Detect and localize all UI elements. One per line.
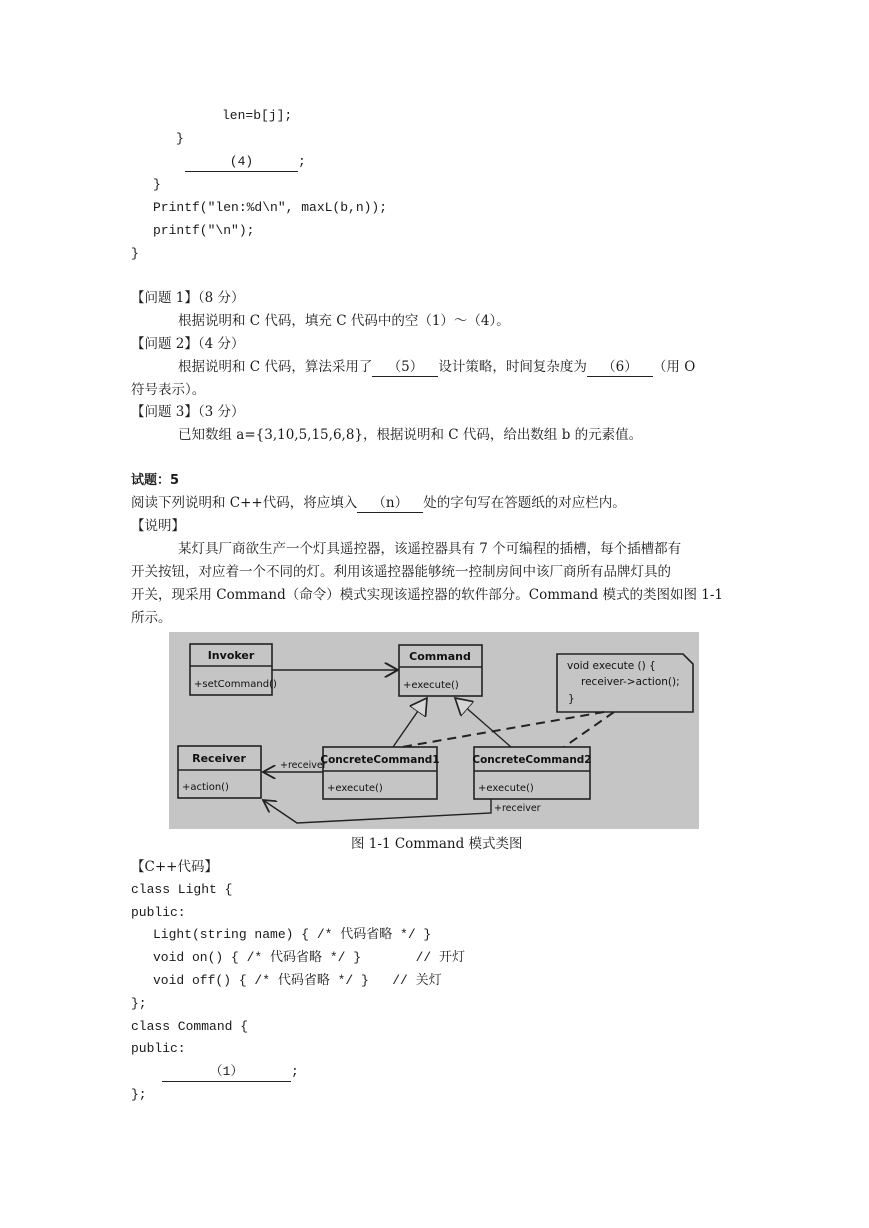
answer-blank-6: （6） (587, 358, 653, 377)
association-label: +receiver (494, 803, 541, 814)
code-line: }; (131, 996, 147, 1011)
section-title: 试题：5 (131, 473, 180, 488)
code-line: } (131, 246, 139, 261)
question-2-continued: 符号表示）。 (131, 382, 206, 398)
class-name: Receiver (192, 752, 246, 765)
question-3-heading: 【问题 3】（3 分） (131, 404, 245, 420)
code-line: printf("\n"); (153, 223, 255, 238)
question-1-body: 根据说明和 C 代码，填充 C 代码中的空（1）～（4）。 (178, 313, 510, 329)
section-intro (131, 494, 626, 513)
description-paragraph: 所示。 (131, 610, 172, 626)
code-line: public: (131, 905, 186, 920)
command-pattern-class-diagram (169, 632, 699, 829)
class-operation: +action() (182, 782, 229, 793)
question-1-heading: 【问题 1】（8 分） (131, 290, 245, 306)
question-2-heading: 【问题 2】（4 分） (131, 336, 245, 352)
description-heading: 【说明】 (131, 518, 185, 534)
code-line: } (176, 131, 184, 146)
code-line: len=b[j]; (222, 108, 293, 123)
class-name: ConcreteCommand2 (472, 754, 592, 766)
answer-blank-1: （1） (162, 1063, 291, 1082)
code-line: class Command { (131, 1019, 249, 1034)
code-line: } (153, 177, 161, 192)
class-name: Invoker (207, 649, 255, 662)
code-line-blank (162, 1063, 299, 1082)
q2-text: 设计策略，时间复杂度为 (438, 359, 587, 375)
description-paragraph: 某灯具厂商欲生产一个灯具遥控器，该遥控器具有 7 个可编程的插槽，每个插槽都有 (178, 541, 682, 557)
code-line: public: (131, 1041, 186, 1056)
note-line: void execute () { (567, 660, 656, 672)
class-name: ConcreteCommand1 (320, 754, 440, 766)
code-line: }; (131, 1087, 147, 1102)
question-2-body (178, 358, 695, 377)
code-line: Printf("len:%d\n", maxL(b,n)); (153, 200, 388, 215)
code-line: class Light { (131, 882, 233, 897)
class-operation: +execute() (478, 783, 534, 794)
code-line-blank (185, 153, 306, 172)
code-text: ; (298, 154, 306, 169)
association-label: +receiver (280, 760, 327, 771)
answer-blank-5: （5） (372, 358, 438, 377)
note-line: } (568, 693, 575, 705)
description-paragraph: 开关，现采用 Command（命令）模式实现该遥控器的软件部分。Command 模式的类图如图 1-1 (131, 587, 724, 603)
class-name: Command (409, 650, 471, 663)
code-line: Light(string name) { /* 代码省略 */ } (153, 927, 432, 942)
q2-text: （用 O (652, 359, 696, 375)
code-text: ; (291, 1064, 299, 1079)
note-line: receiver->action(); (581, 676, 680, 688)
class-operation: +setCommand() (194, 679, 277, 690)
code-line: void on() { /* 代码省略 */ } // 开灯 (153, 950, 466, 965)
answer-blank: (4) (185, 153, 298, 172)
answer-blank-n: （n） (357, 494, 423, 513)
cpp-heading: 【C++代码】 (131, 859, 218, 875)
class-operation: +execute() (403, 680, 459, 691)
code-line: void off() { /* 代码省略 */ } // 关灯 (153, 973, 442, 988)
q2-text: 根据说明和 C 代码，算法采用了 (178, 359, 373, 375)
intro-text: 阅读下列说明和 C++代码，将应填入 (131, 495, 358, 511)
figure-caption: 图 1-1 Command 模式类图 (351, 836, 523, 852)
question-3-body: 已知数组 a={3,10,5,15,6,8}，根据说明和 C 代码，给出数组 b 的元素值。 (178, 427, 643, 443)
intro-text: 处的字句写在答题纸的对应栏内。 (423, 495, 626, 511)
description-paragraph: 开关按钮，对应着一个不同的灯。利用该遥控器能够统一控制房间中该厂商所有品牌灯具的 (131, 564, 671, 580)
class-operation: +execute() (327, 783, 383, 794)
